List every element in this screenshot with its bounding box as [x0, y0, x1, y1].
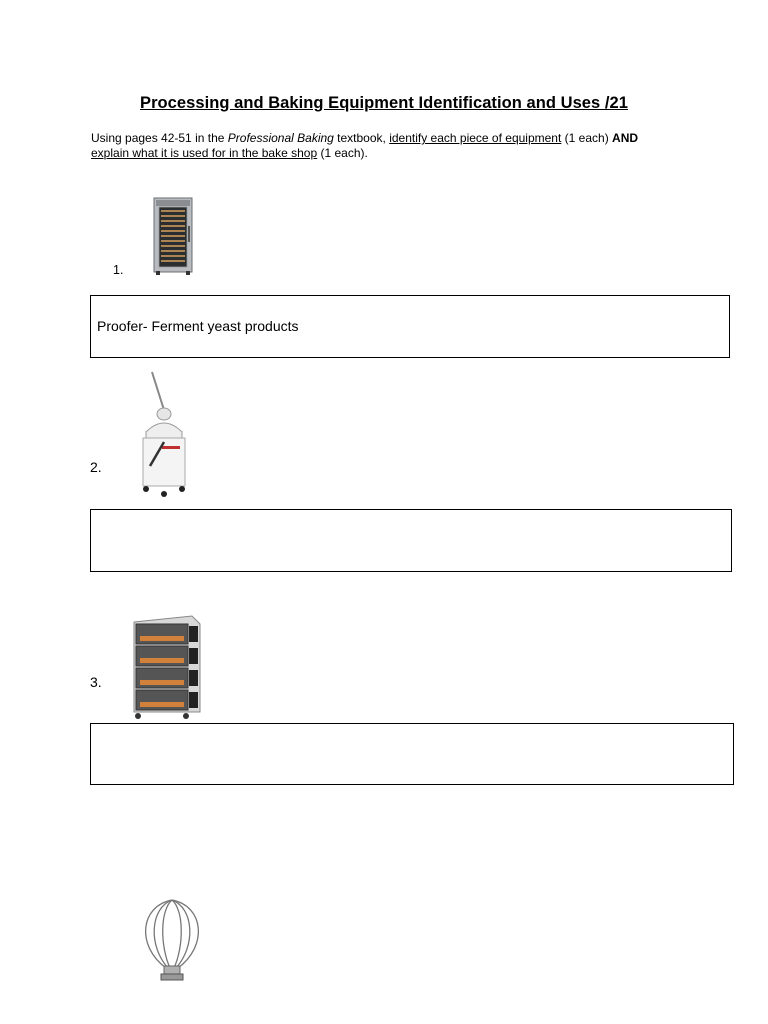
wire-whip-image	[136, 896, 208, 984]
item-1-number: 1.	[113, 263, 124, 277]
deck-oven-image	[130, 614, 204, 720]
instructions	[91, 131, 691, 161]
worksheet-title: Processing and Baking Equipment Identification and Uses /21	[140, 94, 628, 112]
instructions-text-4: (1 each).	[317, 146, 368, 160]
textbook-title: Professional Baking	[227, 131, 334, 145]
instructions-text-1: Using pages 42-51 in the	[91, 131, 228, 145]
answer-box-3[interactable]	[90, 723, 734, 785]
identify-instruction: identify each piece of equipment	[389, 131, 562, 145]
explain-instruction: explain what it is used for in the bake shop	[91, 146, 318, 160]
answer-box-2[interactable]	[90, 509, 732, 572]
and-keyword: AND	[612, 131, 639, 145]
item-2-number: 2.	[90, 459, 102, 475]
instructions-text-3: (1 each)	[561, 131, 613, 145]
answer-box-1[interactable]	[90, 295, 730, 358]
dough-divider-image	[136, 370, 192, 498]
item-3-number: 3.	[90, 674, 102, 690]
answer-1-text: Proofer- Ferment yeast products	[97, 318, 299, 334]
proofer-cabinet-image	[150, 196, 196, 276]
instructions-text-2: textbook,	[333, 131, 390, 145]
